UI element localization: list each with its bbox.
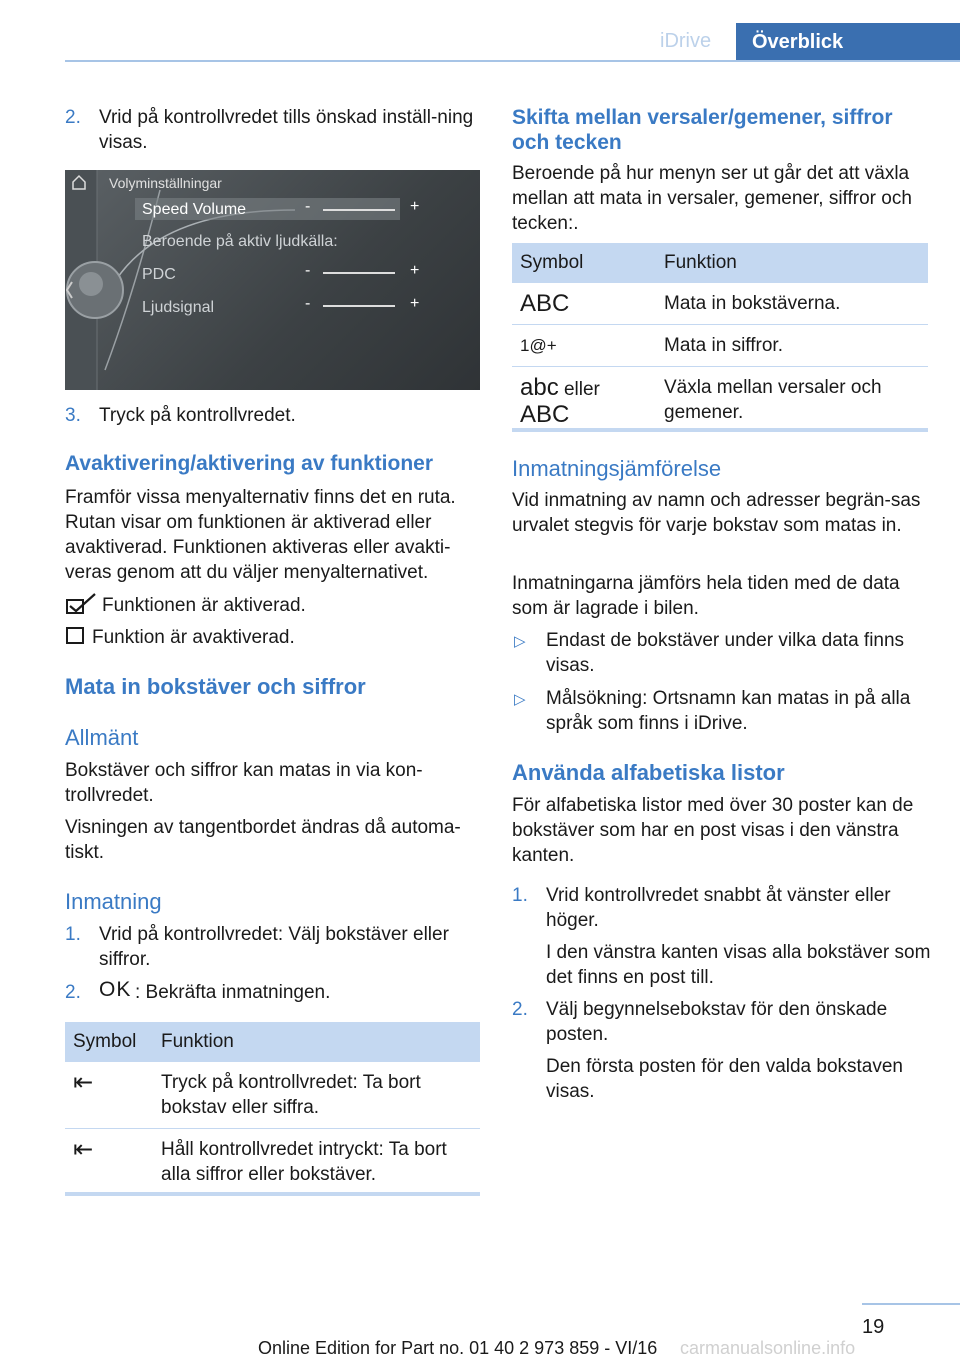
table-cell: Mata in siffror.	[656, 325, 928, 367]
symbol-table	[512, 243, 928, 437]
plus-label: +	[410, 198, 420, 215]
screen-item: PDC	[142, 266, 176, 283]
header-rule	[65, 60, 960, 62]
header-section: iDrive	[660, 30, 712, 52]
checkbox-checked-icon	[66, 593, 98, 615]
deactivated-text: Funktion är avaktiverad.	[92, 627, 295, 648]
table-cell: Tryck på kontrollvredet: Ta bort bokstav eller siffra.	[153, 1062, 480, 1129]
table-row	[65, 1129, 480, 1196]
minus-label: -	[305, 198, 311, 215]
step-subtext: Den första posten för den valda bokstaven visas.	[546, 1056, 904, 1102]
step-number: 3.	[65, 405, 81, 426]
minus-label: -	[305, 262, 311, 279]
bullet-triangle-icon: ▷	[514, 691, 526, 708]
table-row	[512, 325, 928, 367]
paragraph: Bokstäver och siffror kan matas in via kon-trollvredet.	[65, 760, 423, 806]
paragraph: Vid inmatning av namn och adresser begrän-sas urvalet stegvis för varje bokstav som matas in.	[512, 490, 921, 536]
table-row	[65, 1062, 480, 1129]
abc-uppercase-icon: ABC	[512, 283, 656, 325]
subsection-heading: Inmatningsjämförelse	[512, 456, 722, 481]
subsection-heading: Allmänt	[65, 725, 139, 750]
bullet-triangle-icon: ▷	[514, 633, 526, 650]
table-row	[512, 367, 928, 438]
step-text: : Bekräfta inmatningen.	[135, 982, 331, 1003]
abc-uppercase-icon: ABC	[520, 401, 570, 428]
step-text: Vrid kontrollvredet snabbt åt vänster eller höger.	[546, 885, 891, 931]
page-number: 19	[862, 1316, 885, 1338]
section-heading: Mata in bokstäver och siffror	[65, 674, 366, 699]
table-bottom-rule	[65, 1192, 480, 1196]
table-bottom-rule	[512, 428, 928, 432]
paragraph: Framför vissa menyalternativ finns det en ruta. Rutan visar om funktionen är aktiverad eller avaktiverad. Funktionen aktiveras eller avakti-veras genom att du väljer menyalternativet.	[65, 487, 456, 583]
footer-rule	[862, 1303, 960, 1305]
screen-item: Ljudsignal	[142, 299, 215, 316]
paragraph: För alfabetiska listor med över 30 poster kan de bokstäver som har en post visas i den vänstra kanten.	[512, 795, 914, 866]
step-text: Vrid på kontrollvredet tills önskad inställ-ning visas.	[99, 107, 474, 153]
section-heading: Skifta mellan versaler/gemener, siffror och tecken	[512, 106, 893, 154]
table-header: Symbol	[65, 1022, 153, 1062]
plus-label: +	[410, 262, 420, 279]
table-header: Symbol	[512, 243, 656, 283]
paragraph: Beroende på hur menyn ser ut går det att växla mellan att mata in versaler, gemener, siffror och tecken:.	[512, 163, 912, 234]
bullet-text: Endast de bokstäver under vilka data finns visas.	[546, 630, 905, 676]
paragraph: Visningen av tangentbordet ändras då automa-tiskt.	[65, 817, 461, 863]
symbol-table	[65, 1022, 480, 1195]
step-text: Tryck på kontrollvredet.	[99, 405, 296, 426]
minus-label: -	[305, 295, 311, 312]
activated-text: Funktionen är aktiverad.	[102, 595, 306, 616]
step-number: 1.	[65, 924, 81, 945]
edition-text: Online Edition for Part no. 01 40 2 973 859 - VI/16	[258, 1338, 658, 1358]
step-number: 1.	[512, 885, 528, 906]
section-heading: Avaktivering/aktivering av funktioner	[65, 452, 434, 475]
subsection-heading: Inmatning	[65, 889, 162, 914]
step-text: Välj begynnelsebokstav för den önskade posten.	[546, 999, 888, 1045]
step-number: 2.	[65, 982, 81, 1003]
checkbox-empty-icon	[66, 626, 86, 646]
numbers-symbols-icon: 1@+	[512, 325, 656, 367]
screen-title: Volyminställningar	[109, 175, 222, 191]
backspace-icon: ⇤	[73, 1136, 94, 1163]
screen-item: Speed Volume	[142, 201, 247, 218]
abc-lowercase-icon: abc	[520, 374, 559, 401]
section-heading: Använda alfabetiska listor	[512, 760, 785, 785]
bullet-text: Målsökning: Ortsnamn kan matas in på alla språk som finns i iDrive.	[546, 688, 911, 734]
step-text: Vrid på kontrollvredet: Välj bokstäver eller siffror.	[99, 924, 449, 970]
or-text: eller	[563, 379, 600, 400]
table-header: Funktion	[656, 243, 928, 283]
screen-item: Beroende på aktiv ljudkälla:	[142, 233, 338, 250]
step-subtext: I den vänstra kanten visas alla bokstäver som det finns en post till.	[546, 942, 931, 988]
header-tab: Överblick	[736, 23, 960, 62]
idrive-screenshot	[65, 170, 480, 390]
paragraph: Inmatningarna jämförs hela tiden med de data som är lagrade i bilen.	[512, 573, 900, 619]
step-number: 2.	[65, 107, 81, 128]
table-header: Funktion	[153, 1022, 480, 1062]
backspace-icon: ⇤	[65, 1062, 153, 1129]
table-cell: Håll kontrollvredet intryckt: Ta bort alla siffror eller bokstäver.	[161, 1139, 447, 1185]
watermark: carmanualsonline.info	[680, 1338, 856, 1358]
ok-icon: OK	[99, 978, 132, 1001]
table-cell: Mata in bokstäverna.	[656, 283, 928, 325]
step-number: 2.	[512, 999, 528, 1020]
table-cell: Växla mellan versaler och gemener.	[664, 377, 882, 423]
plus-label: +	[410, 295, 420, 312]
table-row	[512, 283, 928, 325]
